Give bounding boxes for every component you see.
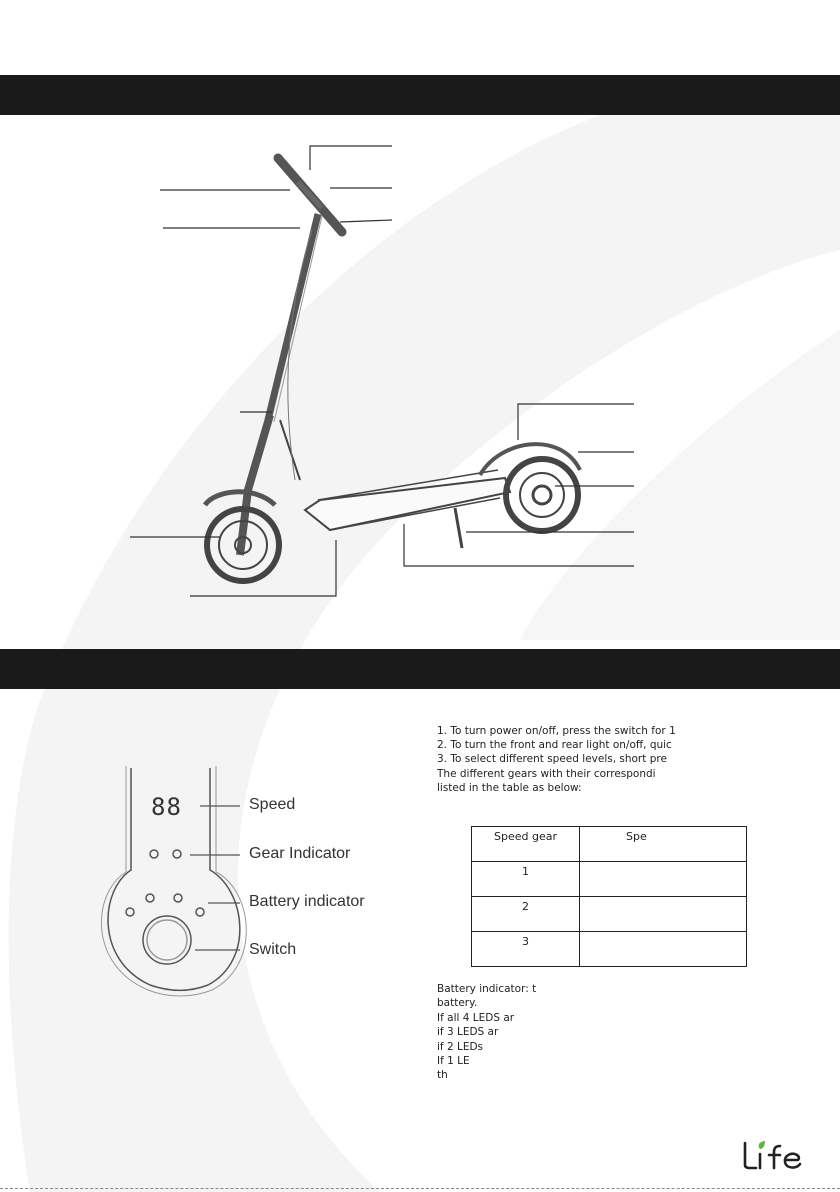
label-gear-indicator: Gear Indicator (249, 845, 351, 862)
life-logo (742, 1138, 804, 1172)
table-cell: 3 (472, 932, 580, 967)
panel-display-digits: 88 (151, 793, 182, 821)
battery-line: If all 4 LEDS ar (437, 1011, 515, 1024)
footer-divider (0, 1188, 840, 1189)
label-speed: Speed (249, 796, 296, 813)
instructions-text (437, 724, 737, 795)
section-header-bar-panel (0, 649, 840, 689)
table-cell (580, 862, 747, 897)
scooter-illustration (0, 120, 840, 640)
table-cell (580, 897, 747, 932)
table-row (472, 932, 747, 967)
instruction-line: 3. To select different speed levels, short pre (437, 753, 667, 766)
table-header-row (472, 827, 747, 862)
label-switch: Switch (249, 941, 297, 958)
column-header: Spe (580, 827, 747, 862)
instruction-line: 1. To turn power on/off, press the switch for 1 (437, 725, 676, 737)
battery-line: if 2 LEDs (437, 1040, 484, 1053)
battery-indicator-text (437, 982, 597, 1083)
table-cell: 2 (472, 897, 580, 932)
label-battery-indicator: Battery indicator (249, 893, 365, 910)
table-cell (580, 932, 747, 967)
battery-line: If 1 LE (437, 1055, 470, 1068)
instruction-line: listed in the table as below: (437, 781, 582, 794)
speed-gear-table (471, 826, 747, 967)
table-row (472, 897, 747, 932)
instruction-line: The different gears with their correspondi (437, 767, 656, 780)
section-header-bar-top (0, 75, 840, 115)
battery-line: Battery indicator: t (437, 983, 537, 995)
table-row (472, 862, 747, 897)
column-header: Speed gear (472, 827, 580, 862)
battery-line: if 3 LEDS ar (437, 1026, 499, 1039)
battery-line: th (437, 1069, 448, 1082)
table-cell: 1 (472, 862, 580, 897)
instruction-line: 2. To turn the front and rear light on/off, quic (437, 739, 672, 752)
battery-line: battery. (437, 997, 478, 1010)
